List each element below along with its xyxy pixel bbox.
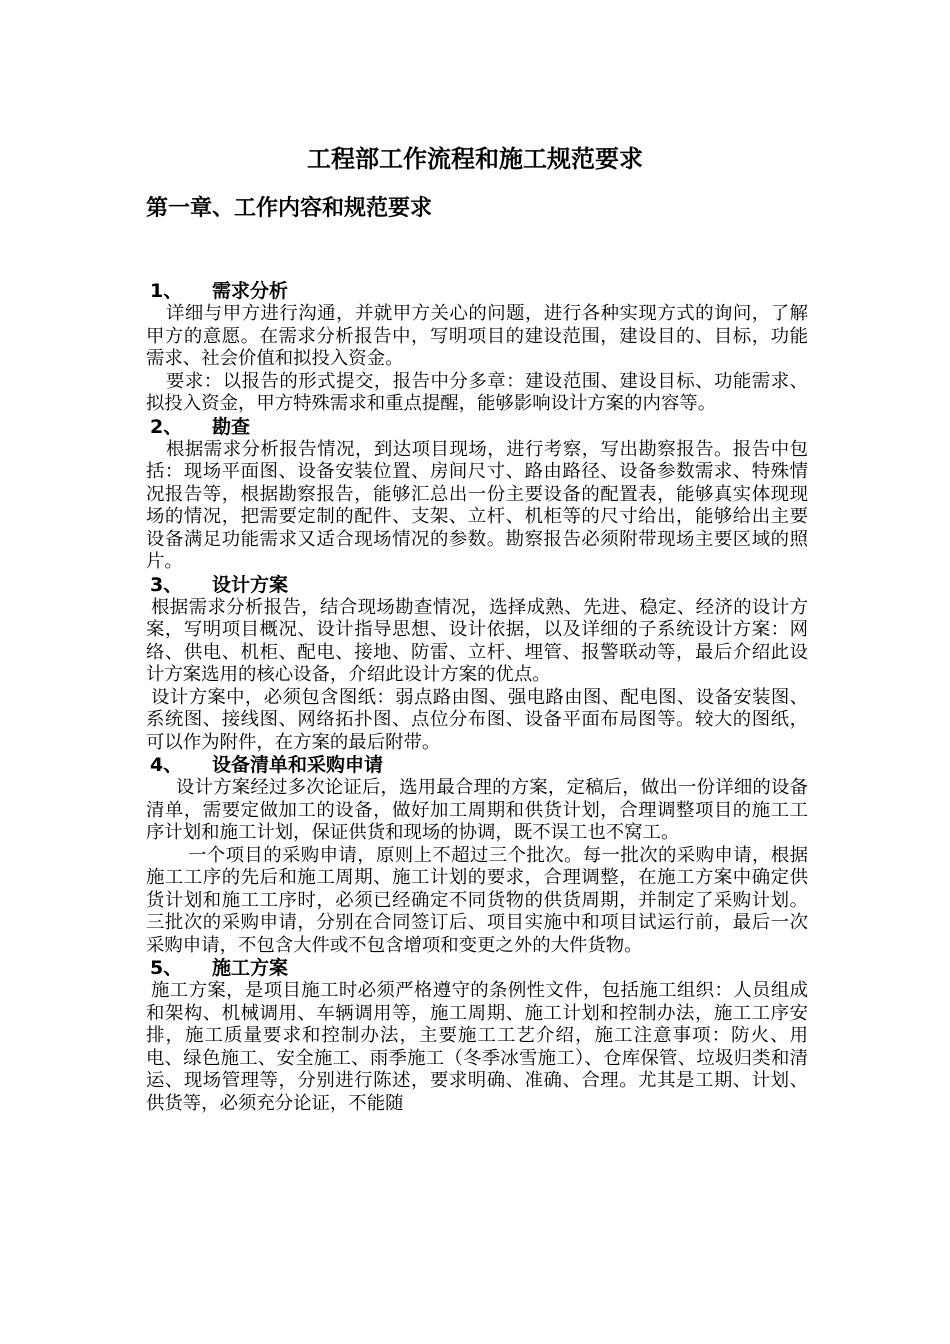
section-heading [146, 754, 808, 777]
section-title: 勘查 [212, 415, 251, 438]
paragraph: 详细与甲方进行沟通，并就甲方关心的问题，进行各种实现方式的询问，了解甲方的意愿。在需求分析报告中，写明项目的建设范围，建设目的、目标，功能需求、社会价值和拟投入资金。 [146, 303, 808, 369]
section-title: 设备清单和采购申请 [212, 754, 384, 776]
document-body [146, 280, 808, 1115]
paragraph: 一个项目的采购申请，原则上不超过三个批次。每一批次的采购申请，根据施工工序的先后和施工周期、施工计划的要求，合理调整，在施工方案中确定供货计划和施工工序时，必须已经确定不同货物的供货周期，并制定了采购计划。三批次的采购申请，分别在合同签订后、项目实施中和项目试运行前，最后一次采购申请，不包含大件或不包含增项和变更之外的大件货物。 [146, 844, 808, 956]
paragraph: 根据需求分析报告，结合现场勘查情况，选择成熟、先进、稳定、经济的设计方案，写明项目概况、设计指导思想、设计依据，以及详细的子系统设计方案：网络、供电、机柜、配电、接地、防雷、立杆、埋管、报警联动等，最后介绍此设计方案选用的核心设备，介绍此设计方案的优点。 [146, 596, 808, 685]
paragraph: 设计方案经过多次论证后，选用最合理的方案，定稿后，做出一份详细的设备清单，需要定做加工的设备，做好加工周期和供货计划，合理调整项目的施工工序计划和施工计划，保证供货和现场的协调，既不误工也不窝工。 [146, 777, 808, 843]
section-heading [146, 416, 808, 439]
paragraph: 设计方案中，必须包含图纸：弱点路由图、强电路由图、配电图、设备安装图、系统图、接线图、网络拓扑图、点位分布图、设备平面布局图等。较大的图纸，可以作为附件，在方案的最后附带。 [146, 686, 808, 753]
section-title: 施工方案 [212, 957, 289, 979]
paragraph: 要求：以报告的形式提交，报告中分多章：建设范围、建设目标、功能需求、拟投入资金，甲方特殊需求和重点提醒，能够影响设计方案的内容等。 [146, 370, 808, 414]
section-title: 设计方案 [212, 573, 289, 596]
section-number: 4、 [150, 754, 183, 776]
chapter-heading: 第一章、工作内容和规范要求 [146, 196, 433, 221]
section-heading [146, 574, 808, 597]
section-number: 1、 [150, 280, 183, 302]
paragraph: 根据需求分析报告情况，到达项目现场，进行考察，写出勘察报告。报告中包括：现场平面图、设备安装位置、房间尺寸、路由路径、设备参数需求、特殊情况报告等，根据勘察报告，能够汇总出一份主要设备的配置表，能够真实体现现场的情况，把需要定制的配件、支架、立杆、机柜等的尺寸给出，能够给出主要设备满足功能需求又适合现场情况的参数。勘察报告必须附带现场主要区域的照片。 [146, 438, 808, 572]
section-number: 2、 [150, 415, 183, 438]
section-heading [146, 280, 808, 303]
section-heading [146, 957, 808, 980]
section-number: 5、 [150, 957, 183, 979]
section-number: 3、 [150, 573, 183, 596]
section-title: 需求分析 [212, 280, 289, 302]
paragraph: 施工方案，是项目施工时必须严格遵守的条例性文件，包括施工组织：人员组成和架构、机械调用、车辆调用等，施工周期、施工计划和控制办法，施工工序安排，施工质量要求和控制办法，主要施工工艺介绍，施工注意事项：防火、用电、绿色施工、安全施工、雨季施工（冬季冰雪施工）、仓库保管、垃圾归类和清运、现场管理等，分别进行陈述，要求明确、准确、合理。尤其是工期、计划、供货等，必须充分论证，不能随 [146, 980, 808, 1114]
document-title: 工程部工作流程和施工规范要求 [307, 145, 643, 173]
